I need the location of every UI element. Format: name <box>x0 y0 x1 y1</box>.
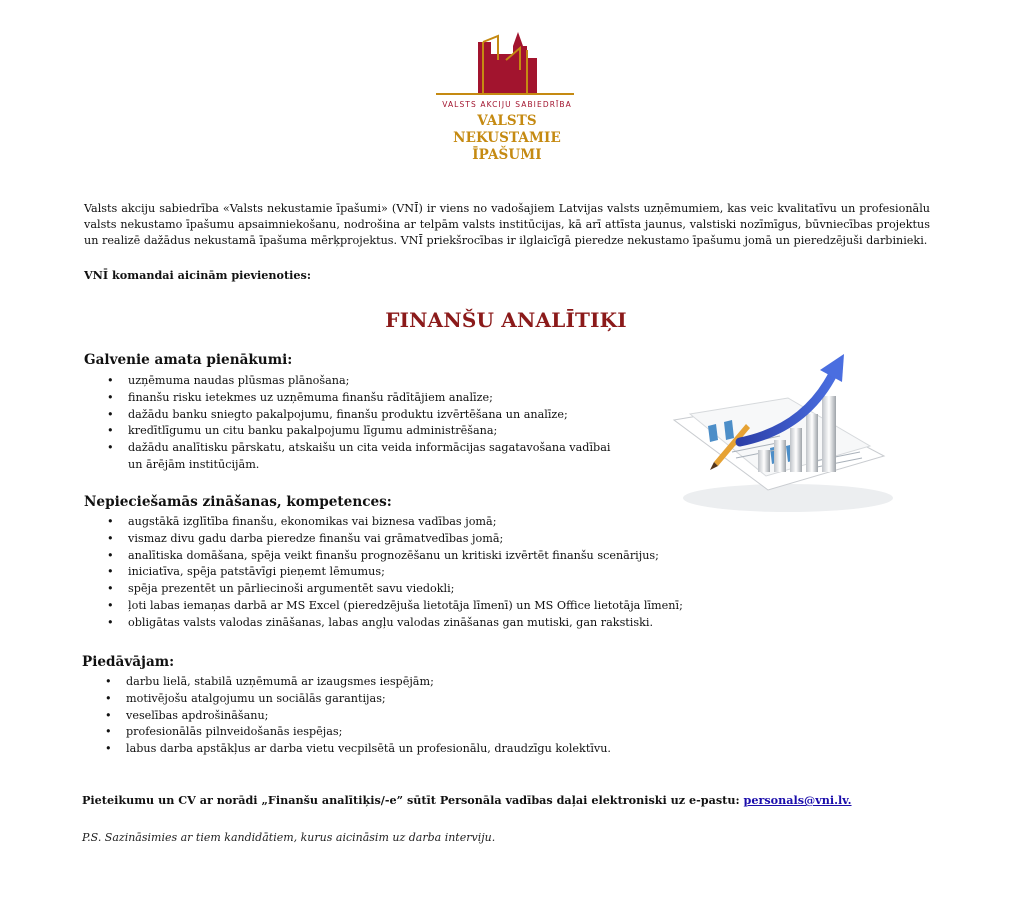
list-item: • iniciatīva, spēja patstāvīgi pieņemt lēmumus; <box>107 564 727 581</box>
finance-chart-arrow-icon <box>670 350 902 518</box>
postscript-note: P.S. Sazināsimies ar tiem kandidātiem, kurus aicināsim uz darba interviju. <box>82 831 496 844</box>
job-title: FINANŠU ANALĪTIĶI <box>385 308 627 332</box>
list-item: • motivējošu atalgojumu un sociālās garantijas; <box>105 691 725 708</box>
list-item: • profesionālās pilnveidošanās iespējas; <box>105 724 725 741</box>
list-item: • labus darba apstākļus ar darba vietu vecpilsētā un profesionālu, draudzīgu kolektīvu. <box>105 741 725 758</box>
application-text: Pieteikumu un CV ar norādi „Finanšu analītiķis/-e” sūtīt Personāla vadības daļai elektroniski uz e-pastu: <box>82 793 744 807</box>
list-item: • analītiska domāšana, spēja veikt finanšu prognozēšanu un kritiski izvērtēt finanšu scenārijus; <box>107 548 727 565</box>
list-item: • darbu lielā, stabilā uzņēmumā ar izaugsmes iespējām; <box>105 674 725 691</box>
list-item: • dažādu analītisku pārskatu, atskaišu un cita veida informācijas sagatavošana vadībai un ārējām institūcijām. <box>107 440 627 474</box>
building-logo-icon <box>436 30 578 100</box>
competences-list <box>107 514 727 632</box>
intro-paragraph: Valsts akciju sabiedrība «Valsts nekustamie īpašumi» (VNĪ) ir viens no vadošajiem Latvijas valsts uzņēmumiem, kas veic kvalitatīvu un profesionālu valsts nekustamo īpašumu apsaimniekošanu, nodrošina ar telpām valsts institūcijas, kā arī attīsta jaunus, valstiski nozīmīgus, būvniecības projektus un realizē dažādus nekustamā īpašuma mērķprojektus. VNĪ priekšrocības ir ilglaicīgā pieredze nekustamo īpašumu jomā un pieredzējuši darbinieki. <box>84 202 930 248</box>
list-item: • augstākā izglītība finanšu, ekonomikas vai biznesa vadības jomā; <box>107 514 727 531</box>
application-instructions <box>82 793 852 807</box>
duties-list <box>107 373 627 474</box>
invite-text: VNĪ komandai aicinām pievienoties: <box>84 268 311 282</box>
company-logo <box>436 30 578 163</box>
list-item: • vismaz divu gadu darba pieredze finanšu vai grāmatvedības jomā; <box>107 531 727 548</box>
list-item: • ļoti labas iemaņas darbā ar MS Excel (pieredzējuša lietotāja līmenī) un MS Office lietotāja līmenī; <box>107 598 727 615</box>
offer-list <box>105 674 725 758</box>
list-item: • finanšu risku ietekmes uz uzņēmuma finanšu rādītājiem analīze; <box>107 390 627 407</box>
logo-name-line2: ĪPAŠUMI <box>472 147 542 163</box>
logo-org-text: VALSTS AKCIJU SABIEDRĪBA <box>442 100 572 109</box>
email-link[interactable]: personals@vni.lv. <box>743 793 852 807</box>
list-item: • veselības apdrošināšanu; <box>105 708 725 725</box>
offer-heading: Piedāvājam: <box>82 654 175 670</box>
list-item: • kredītlīgumu un citu banku pakalpojumu līgumu administrēšana; <box>107 423 627 440</box>
logo-name <box>436 113 578 164</box>
duties-heading: Galvenie amata pienākumi: <box>84 352 293 368</box>
competences-heading: Nepieciešamās zināšanas, kompetences: <box>84 494 392 510</box>
list-item: • uzņēmuma naudas plūsmas plānošana; <box>107 373 627 390</box>
logo-name-line1: VALSTS NEKUSTAMIE <box>453 113 561 146</box>
list-item: • spēja prezentēt un pārliecinoši argumentēt savu viedokli; <box>107 581 727 598</box>
list-item: • obligātas valsts valodas zināšanas, labas angļu valodas zināšanas gan mutiski, gan rakstiski. <box>107 615 727 632</box>
list-item: • dažādu banku sniegto pakalpojumu, finanšu produktu izvērtēšana un analīze; <box>107 407 627 424</box>
